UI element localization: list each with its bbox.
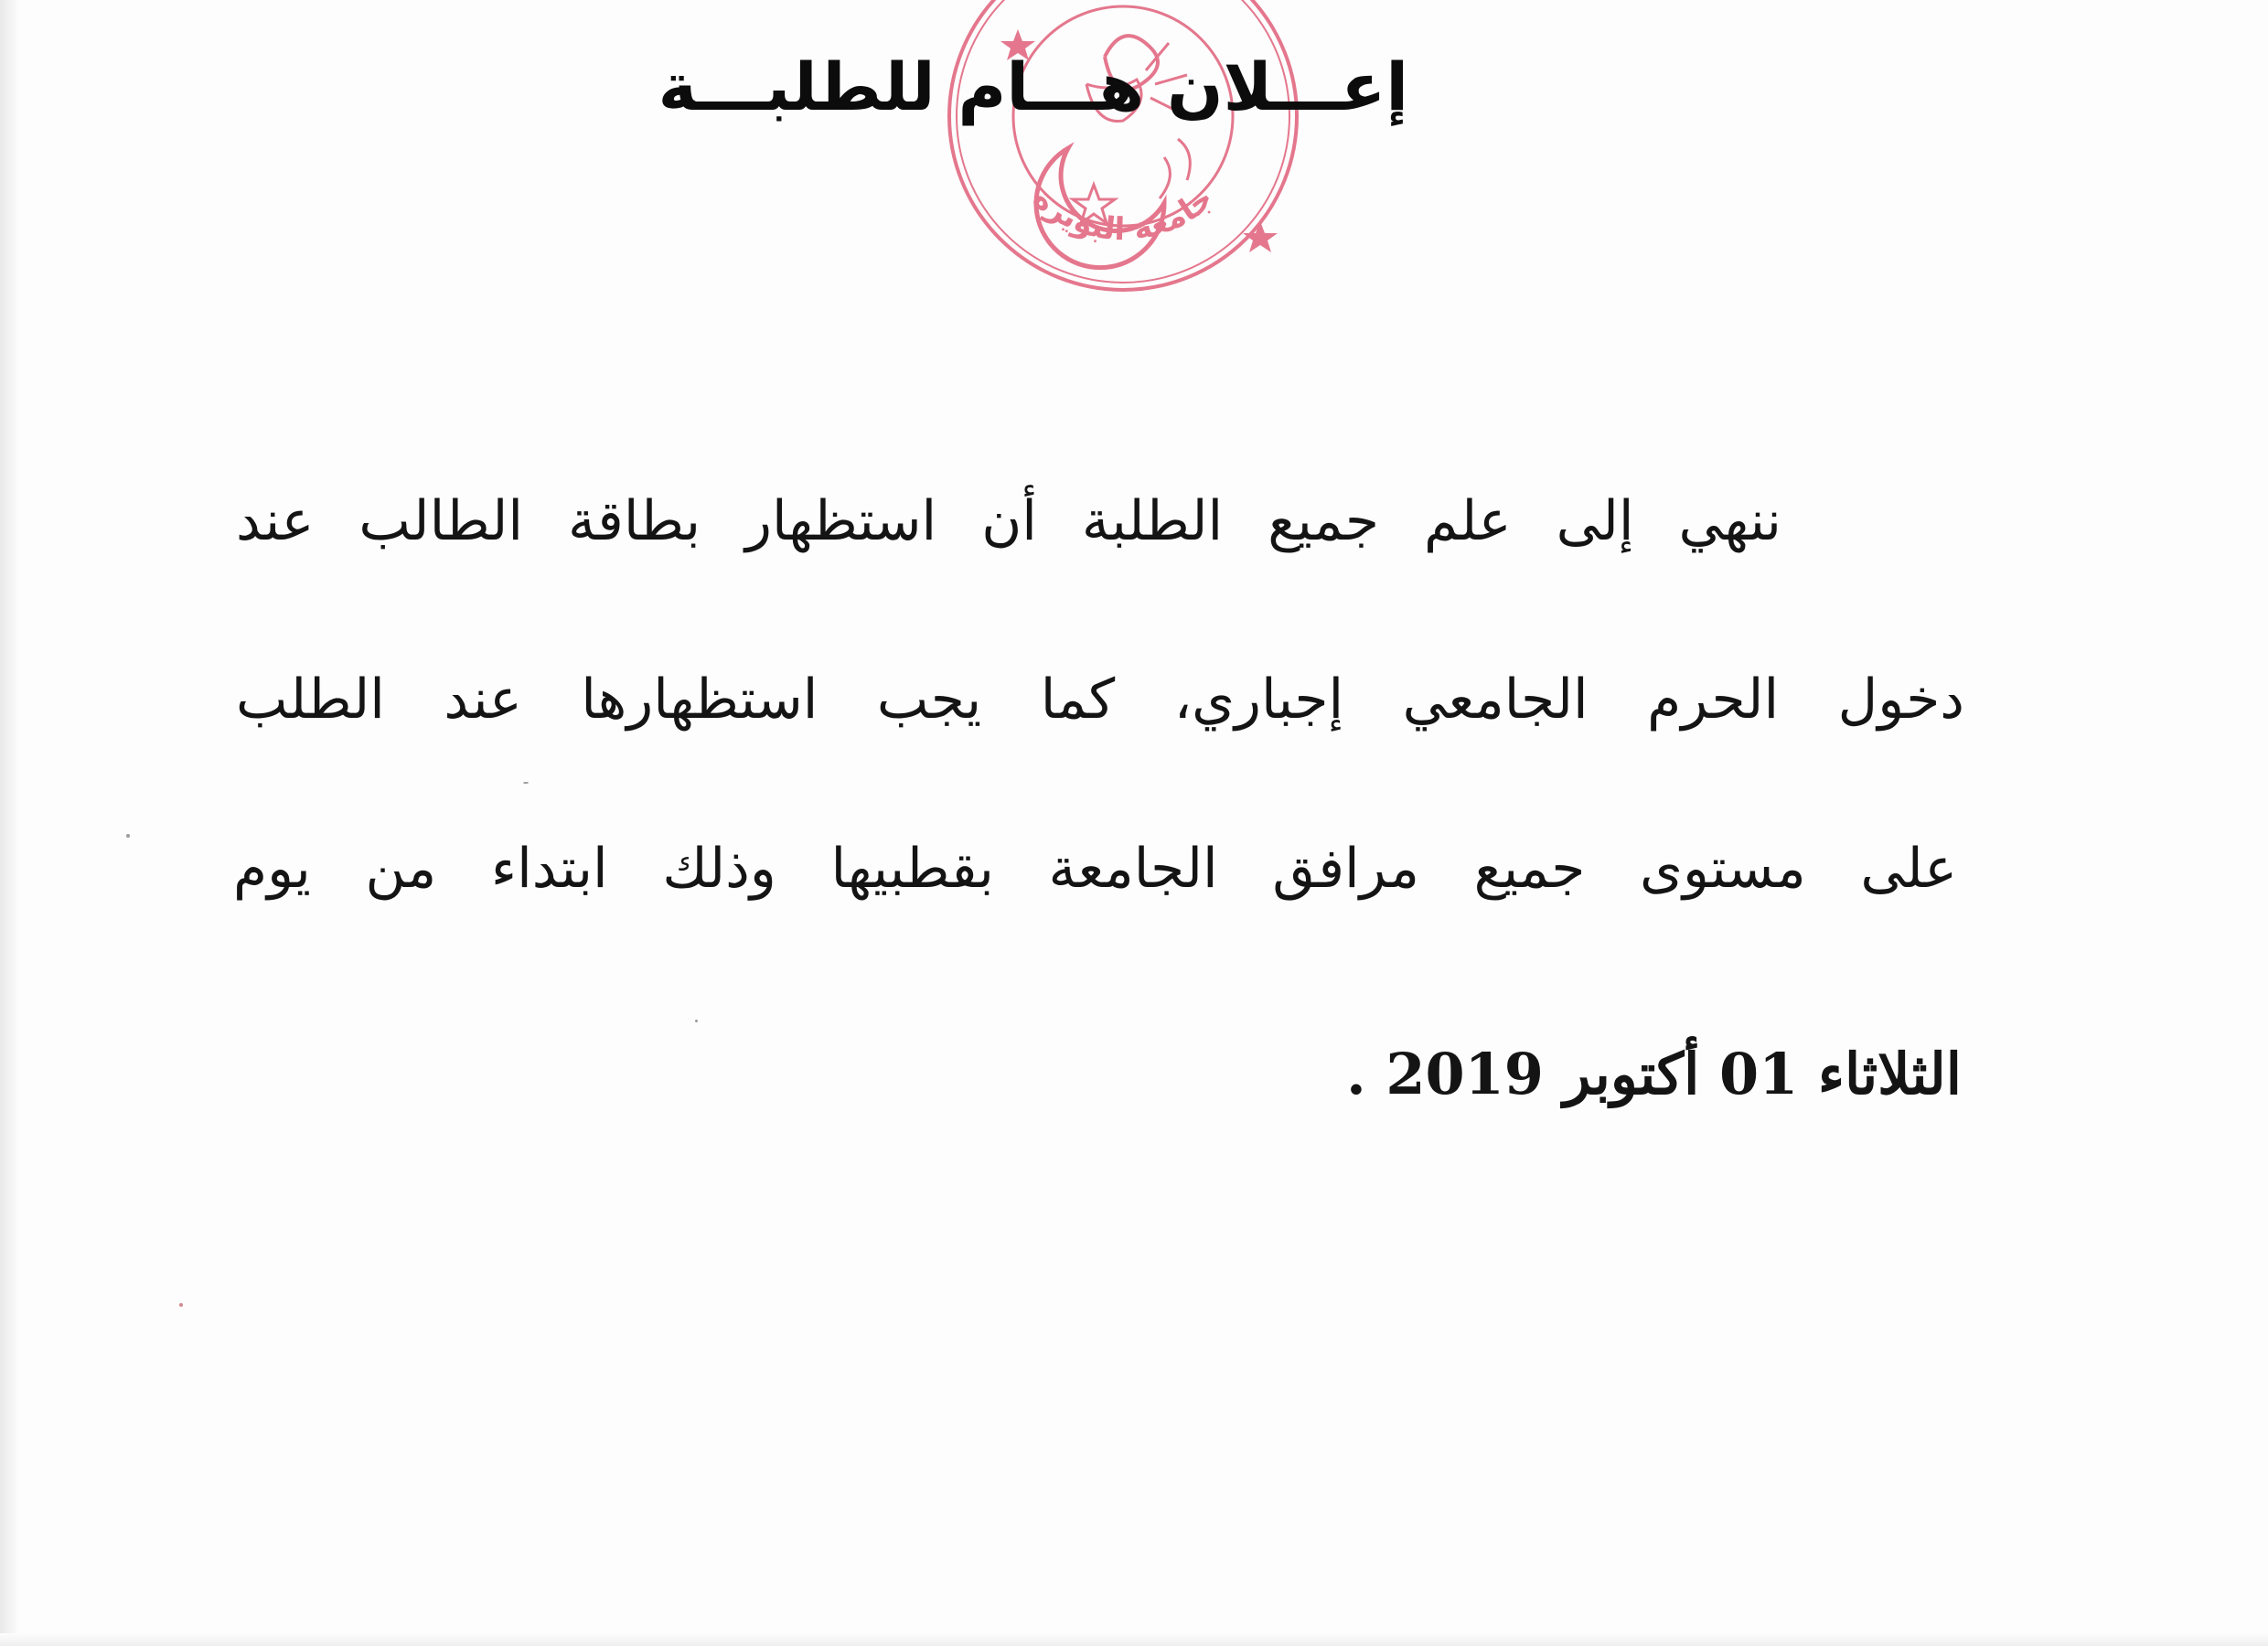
- body-line-4: الثلاثاء 01 أكتوبر 2019 .: [1346, 1041, 1962, 1107]
- scan-edge-shadow: [0, 0, 20, 1646]
- body-line-3: على مستوى جميع مرافق الجامعة بقطبيها وذلك ابتداء من يوم: [233, 837, 1957, 901]
- scan-speck: [523, 782, 529, 784]
- body-line-2: دخول الحرم الجامعي إجباري، كما يجب استظهارها عند الطلب: [236, 668, 1964, 732]
- scan-bottom-shadow: [0, 1633, 2268, 1646]
- stamp-bottom-text: جامعة البويرة: [1025, 179, 1221, 249]
- announcement-title: إعـــلان هـــام للطلبـــة: [658, 48, 1408, 125]
- scan-speck: [126, 834, 130, 838]
- svg-text:جامعة البويرة: [1025, 180, 1220, 249]
- body-line-1: ننهي إلى علم جميع الطلبة أن استظهار بطاقة الطالب عند: [236, 489, 1781, 553]
- scan-speck: [695, 1020, 698, 1022]
- scan-speck: [179, 1303, 183, 1307]
